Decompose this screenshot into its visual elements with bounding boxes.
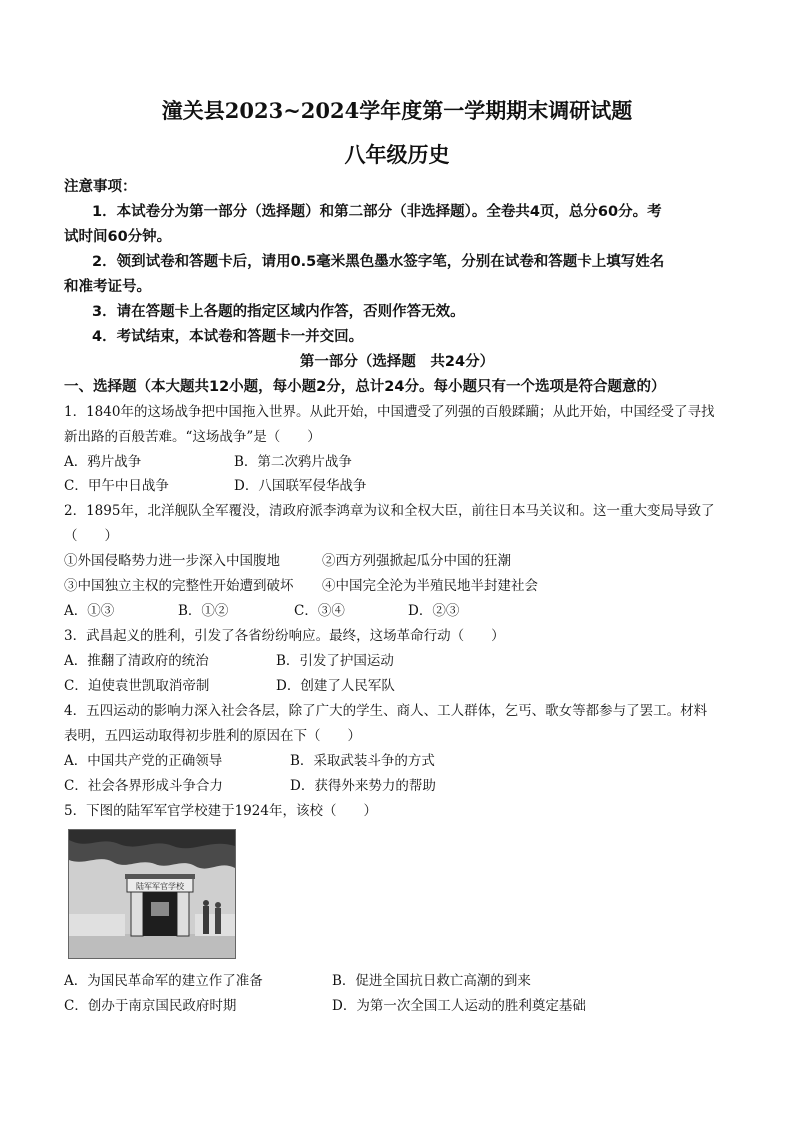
exam-subtitle: 八年级历史 [344, 142, 450, 167]
question-3-option-a: A．推翻了清政府的统治 [64, 653, 209, 669]
notice-line: 2．领到试卷和答题卡后，请用0.5毫米黑色墨水签字笔，分别在试卷和答题卡上填写姓名 [92, 254, 665, 270]
question-4-option-d: D．获得外来势力的帮助 [290, 778, 436, 794]
question-1-option-b: B．第二次鸦片战争 [234, 454, 352, 470]
question-2-option-d: D．②③ [408, 603, 460, 619]
section-heading: 一、选择题（本大题共12小题，每小题2分，总计24分。每小题只有一个选项是符合题意的） [64, 379, 666, 395]
question-5-option-a: A．为国民革命军的建立作了准备 [64, 973, 263, 989]
question-1-stem: 1．1840年的这场战争把中国拖入世界。从此开始，中国遭受了列强的百般蹂躏；从此开始，中国经受了寻找 [64, 404, 715, 420]
question-4-stem: 表明，五四运动取得初步胜利的原因在下（ ） [64, 728, 361, 744]
question-2-option-a: A．①③ [64, 603, 115, 619]
question-3-stem: 3．武昌起义的胜利，引发了各省纷纷响应。最终，这场革命行动（ ） [64, 628, 505, 644]
question-3-option-c: C．迫使袁世凯取消帝制 [64, 678, 210, 694]
notice-line: 3．请在答题卡上各题的指定区域内作答，否则作答无效。 [92, 304, 465, 320]
question-5-stem: 5．下图的陆军军官学校建于1924年，该校（ ） [64, 803, 377, 819]
military-academy-photo [68, 829, 236, 959]
question-1-stem: 新出路的百般苦难。“这场战争”是（ ） [64, 429, 321, 445]
question-2-item-3: ③中国独立主权的完整性开始遭到破坏 [64, 578, 294, 594]
question-2-option-c: C．③④ [294, 603, 345, 619]
question-4-option-c: C．社会各界形成斗争合力 [64, 778, 223, 794]
question-1-option-c: C．甲午中日战争 [64, 478, 169, 494]
notice-line: 4．考试结束，本试卷和答题卡一并交回。 [92, 329, 364, 345]
notice-line: 1．本试卷分为第一部分（选择题）和第二部分（非选择题）。全卷共4页，总分60分。考 [92, 204, 662, 220]
question-5-option-d: D．为第一次全国工人运动的胜利奠定基础 [332, 998, 586, 1014]
question-1-option-d: D．八国联军侵华战争 [234, 478, 367, 494]
question-2-item-4: ④中国完全沦为半殖民地半封建社会 [322, 578, 538, 594]
question-4-option-a: A．中国共产党的正确领导 [64, 753, 223, 769]
question-2-option-b: B．①② [178, 603, 229, 619]
question-2-stem: 2．1895年，北洋舰队全军覆没，清政府派李鸿章为议和全权大臣，前往日本马关议和。这一重大变局导致了 [64, 503, 715, 519]
gate-sign: 陆军军官学校 [136, 882, 184, 891]
notice-heading: 注意事项： [64, 179, 137, 195]
question-3-option-b: B．引发了护国运动 [276, 653, 394, 669]
question-3-option-d: D．创建了人民军队 [276, 678, 395, 694]
notice-line: 和准考证号。 [64, 279, 151, 295]
question-5-option-b: B．促进全国抗日救亡高潮的到来 [332, 973, 531, 989]
exam-title: 潼关县2023~2024学年度第一学期期末调研试题 [161, 98, 633, 123]
question-4-stem: 4．五四运动的影响力深入社会各层，除了广大的学生、商人、工人群体，乞丐、歌女等都参与了罢工。材料 [64, 703, 708, 719]
question-2-item-2: ②西方列强掀起瓜分中国的狂潮 [322, 553, 511, 569]
question-5-option-c: C．创办于南京国民政府时期 [64, 998, 237, 1014]
question-4-option-b: B．采取武装斗争的方式 [290, 753, 435, 769]
question-2-item-1: ①外国侵略势力进一步深入中国腹地 [64, 553, 280, 569]
question-2-stem: （ ） [64, 528, 118, 544]
part1-heading: 第一部分（选择题 共24分） [299, 354, 495, 370]
question-1-option-a: A．鸦片战争 [64, 454, 142, 470]
notice-line: 试时间60分钟。 [64, 229, 172, 245]
